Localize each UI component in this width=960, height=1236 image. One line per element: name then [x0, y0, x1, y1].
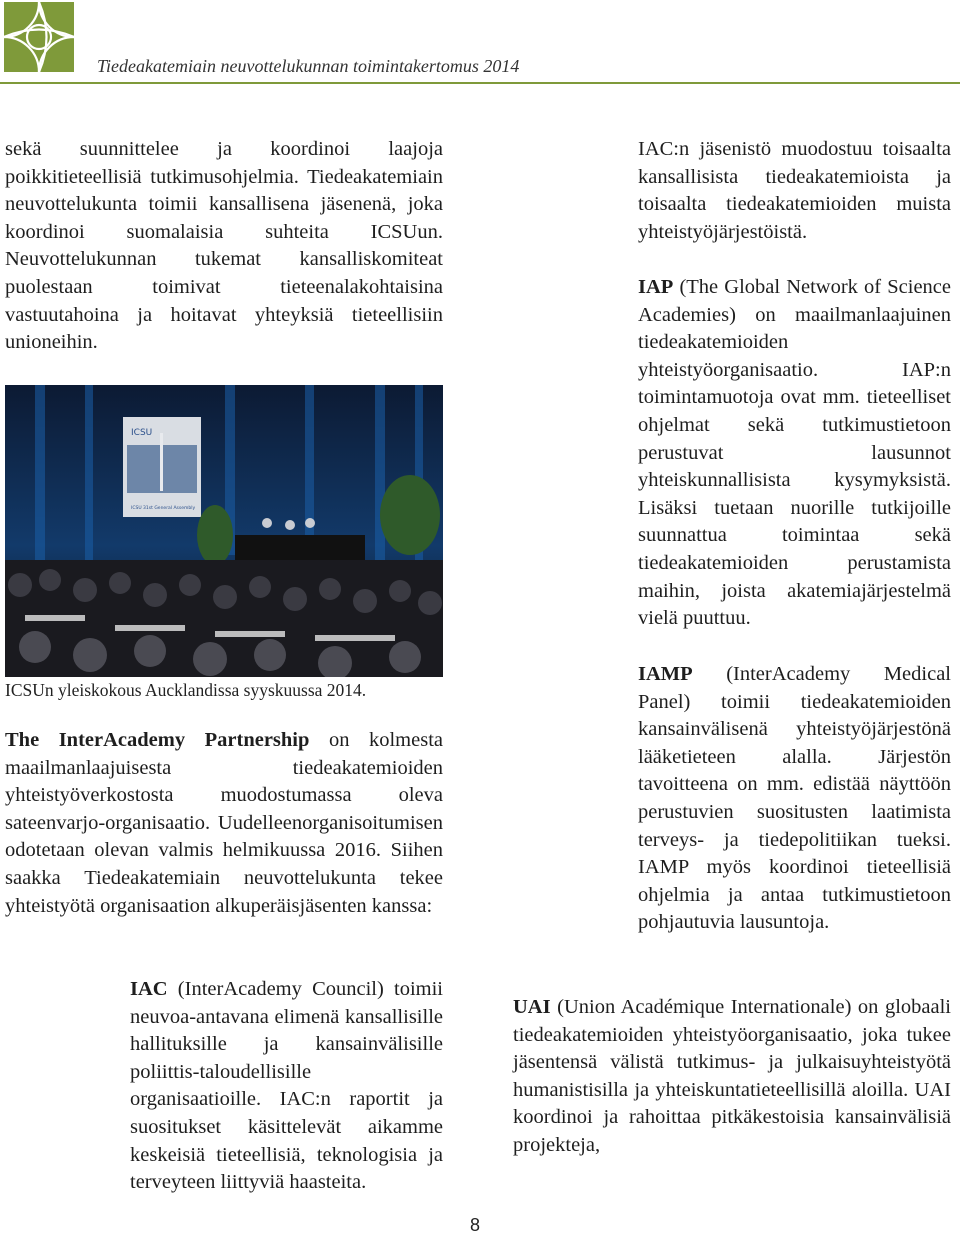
photo-caption: ICSUn yleiskokous Aucklandissa syyskuussa 2014.: [5, 680, 367, 700]
iamp-paragraph: [638, 661, 951, 937]
assembly-photo: [5, 385, 443, 677]
header-title: Tiedeakatemiain neuvottelukunnan toimintakertomus 2014: [97, 56, 520, 76]
screen-caption: ICSU 31st General Assembly: [131, 506, 196, 511]
uai-name: UAI: [513, 996, 551, 1018]
academy-logo-icon: [4, 2, 74, 72]
iac-paragraph: [130, 976, 443, 1197]
iap-text: (The Global Network of Science Academies) on maailmanlaajuinen tiedeakatemioiden yhteistyöorganisaatio. IAP:n toimintamuotoja ovat mm. tieteelliset ohjelmat sekä tutkimustietoon perustuvat lausunnot yhteiskunnallisista kysymyksistä. Lisäksi tuetaan nuorille tutkijoille suunnattua toimintaa sekä tiedeakatemioiden perustamista maihin, joista akatemiajärjestelmä vielä puuttuu.: [638, 276, 951, 630]
screen-logo: ICSU: [131, 428, 153, 438]
iap-partnership-name: The InterAcademy Partnership: [5, 729, 310, 751]
iac-name: IAC: [130, 978, 168, 1000]
iap-paragraph: [638, 274, 951, 633]
uai-paragraph: [513, 994, 951, 1160]
iac-text: (InterAcademy Council) toimii neuvoa-antavana elimenä kansallisille hallituksille ja kansainvälisille poliittis-taloudellisille organisaatioille. IAC:n raportit ja suositukset käsittelevät aikamme keskeisiä tieteellisiä, teknologisia ja terveyteen liittyviä haasteita.: [130, 978, 443, 1194]
iap-partnership-paragraph: [5, 727, 443, 920]
page-number: 8: [470, 1215, 481, 1235]
header-rule: [0, 82, 960, 84]
iac-members-paragraph: IAC:n jäsenistö muodostuu toisaalta kansallisista tiedeakatemioista ja toisaalta tiedeakatemioiden muista yhteistyöjärjestöistä.: [638, 138, 951, 243]
iamp-name: IAMP: [638, 663, 693, 685]
iap-partnership-text: on kolmesta maailmanlaajuisesta tiedeakatemioiden yhteistyöverkostosta muodostumassa oleva sateenvarjo-organisaatio. Uudelleenorganisoitumisen odotetaan olevan valmis helmikuussa 2016. Siihen saakka Tiedeakatemiain neuvottelukunta tekee yhteistyötä organisaation alkuperäisjäsenten kanssa:: [5, 729, 443, 917]
iamp-text: (InterAcademy Medical Panel) toimii tiedeakatemioiden kansainvälisenä yhteistyöjärjestönä lääketieteen alalla. Järjestön tavoitteena on mm. edistää näyttöön perustuvien suositusten laatimista terveys- ja tiedepolitiikan tueksi. IAMP myös koordinoi tieteellisiä ohjelmia ja antaa tutkimustietoon pohjautuvia lausuntoja.: [638, 663, 951, 934]
intro-paragraph: sekä suunnittelee ja koordinoi laajoja poikkitieteellisiä tutkimusohjelmia. Tiedeakatemiain neuvottelukunta toimii kansallisena jäsenenä, joka koordinoi suomalaisia suhteita ICSUun. Neuvottelukunnan tukemat kansalliskomiteat puolestaan toimivat tieteenalakohtaisina vastuutahoina ja hoitavat yhteyksiä tieteellisiin unioneihin.: [5, 138, 443, 354]
assembly-photo-illustration: [5, 385, 443, 677]
iap-name: IAP: [638, 276, 674, 298]
uai-text: (Union Académique Internationale) on globaali tiedeakatemioiden yhteistyöorganisaatio, joka tukee jäsentensä välistä tutkimus- ja julkaisuyhteistyötä humanistisilla ja yhteiskuntatieteellisillä aloilla. UAI koordinoi ja rahoittaa pitkäkestoisia kansainvälisiä projekteja,: [513, 996, 951, 1156]
